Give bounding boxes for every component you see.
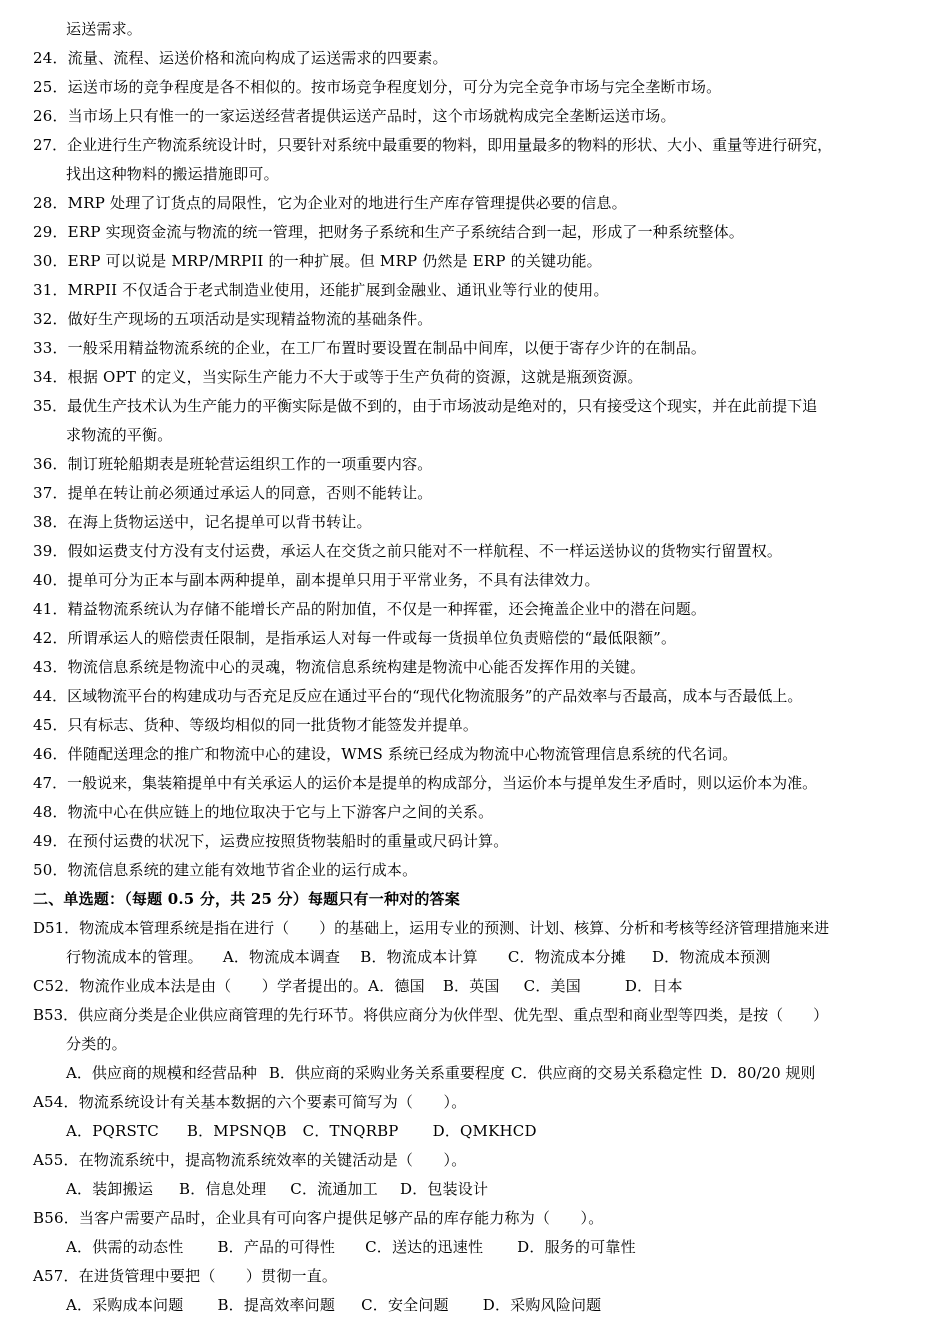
question-52 [33, 976, 683, 996]
q52-option-c: C．美国 [523, 977, 581, 995]
q56-option-d: D．服务的可靠性 [517, 1238, 636, 1256]
statement-47: 47．一般说来，集装箱提单中有关承运人的运价本是提单的构成部分，当运价本与提单发生矛盾时，则以运价本为准。 [33, 774, 818, 792]
q54-option-d: D．QMKHCD [432, 1122, 537, 1140]
q56-options [66, 1237, 636, 1257]
q56-option-a: A．供需的动态性 [66, 1238, 184, 1256]
statement-27-cont: 找出这种物料的搬运措施即可。 [66, 165, 279, 183]
question-53: B53．供应商分类是企业供应商管理的先行环节。将供应商分为伙伴型、优先型、重点型和商业型等四类，是按（ ） [33, 1006, 829, 1024]
question-56: B56．当客户需要产品时，企业具有可向客户提供足够产品的库存能力称为（ ）。 [33, 1209, 604, 1227]
q55-option-c: C．流通加工 [290, 1180, 378, 1198]
statement-25: 25．运送市场的竞争程度是各不相似的。按市场竞争程度划分，可分为完全竞争市场与完全垄断市场。 [33, 78, 722, 96]
q54-options [66, 1121, 537, 1141]
statement-36: 36．制订班轮船期表是班轮营运组织工作的一项重要内容。 [33, 455, 433, 473]
statement-32: 32．做好生产现场的五项活动是实现精益物流的基础条件。 [33, 310, 433, 328]
statement-46: 46．伴随配送理念的推广和物流中心的建设，WMS 系统已经成为物流中心物流管理信息系统的代名词。 [33, 745, 738, 763]
q53-options [66, 1063, 815, 1083]
statement-42: 42．所谓承运人的赔偿责任限制，是指承运人对每一件或每一货损单位负责赔偿的“最低限额”。 [33, 629, 677, 647]
statement-45: 45．只有标志、货种、等级均相似的同一批货物才能签发并提单。 [33, 716, 479, 734]
statement-34: 34．根据 OPT 的定义，当实际生产能力不大于或等于生产负荷的资源，这就是瓶颈资源。 [33, 368, 643, 386]
q55-option-b: B．信息处理 [179, 1180, 267, 1198]
statement-35: 35．最优生产技术认为生产能力的平衡实际是做不到的，由于市场波动是绝对的，只有接受这个现实，并在此前提下追 [33, 397, 818, 415]
q52-option-d: D．日本 [624, 977, 683, 995]
text-line-23-cont: 运送需求。 [66, 20, 143, 38]
q57-option-d: D．采购风险问题 [482, 1296, 602, 1314]
question-53-cont: 分类的。 [66, 1035, 127, 1053]
question-51-cont [66, 947, 771, 967]
statement-39: 39．假如运费支付方没有支付运费，承运人在交货之前只能对不一样航程、不一样运送协议的货物实行留置权。 [33, 542, 783, 560]
statement-48: 48．物流中心在供应链上的地位取决于它与上下游客户之间的关系。 [33, 803, 494, 821]
q56-option-c: C．送达的迅速性 [365, 1238, 484, 1256]
statement-40: 40．提单可分为正本与副本两种提单，副本提单只用于平常业务，不具有法律效力。 [33, 571, 600, 589]
section-heading-single-choice: 二、单选题：（每题 0.5 分，共 25 分）每题只有一种对的答案 [33, 890, 460, 908]
q55-option-a: A．装卸搬运 [66, 1180, 154, 1198]
q53-option-b: B．供应商的采购业务关系重要程度 [268, 1064, 505, 1082]
statement-38: 38．在海上货物运送中，记名提单可以背书转让。 [33, 513, 372, 531]
statement-37: 37．提单在转让前必须通过承运人的同意，否则不能转让。 [33, 484, 433, 502]
q52-option-b: B．英国 [442, 977, 500, 995]
statement-29: 29．ERP 实现资金流与物流的统一管理，把财务子系统和生产子系统结合到一起，形成了一种系统整体。 [33, 223, 744, 241]
statement-27: 27．企业进行生产物流系统设计时，只要针对系统中最重要的物料，即用量最多的物料的形状、大小、重量等进行研究， [33, 136, 833, 154]
question-51-cont-text: 行物流成本的管理。 [66, 948, 203, 966]
question-57: A57．在进货管理中要把（ ）贯彻一直。 [33, 1267, 338, 1285]
q57-option-c: C．安全问题 [361, 1296, 449, 1314]
question-51: D51．物流成本管理系统是指在进行（ ）的基础上，运用专业的预测、计划、核算、分析和考核等经济管理措施来进 [33, 919, 830, 937]
q55-options [66, 1179, 488, 1199]
q54-option-c: C．TNQRBP [302, 1122, 399, 1140]
q53-option-a: A．供应商的规模和经营品种 [66, 1064, 257, 1082]
q52-option-a: A．德国 [368, 977, 425, 995]
statement-35-cont: 求物流的平衡。 [66, 426, 173, 444]
statement-33: 33．一般采用精益物流系统的企业，在工厂布置时要设置在制品中间库，以便于寄存少许的在制品。 [33, 339, 707, 357]
q53-option-c: C．供应商的交易关系稳定性 [510, 1064, 703, 1082]
statement-50: 50．物流信息系统的建立能有效地节省企业的运行成本。 [33, 861, 418, 879]
q57-option-a: A．采购成本问题 [66, 1296, 184, 1314]
q57-option-b: B．提高效率问题 [217, 1296, 336, 1314]
question-54: A54．物流系统设计有关基本数据的六个要素可简写为（ ）。 [33, 1093, 467, 1111]
q53-option-d: D．80/20 规则 [710, 1064, 816, 1082]
statement-49: 49．在预付运费的状况下，运费应按照货物装船时的重量或尺码计算。 [33, 832, 509, 850]
question-55: A55．在物流系统中，提高物流系统效率的关键活动是（ ）。 [33, 1151, 467, 1169]
q51-option-d: D．物流成本预测 [651, 948, 771, 966]
statement-43: 43．物流信息系统是物流中心的灵魂，物流信息系统构建是物流中心能否发挥作用的关键。 [33, 658, 646, 676]
question-52-text: C52．物流作业成本法是由（ ）学者提出的。 [33, 977, 369, 995]
q56-option-b: B．产品的可得性 [217, 1238, 336, 1256]
statement-41: 41．精益物流系统认为存储不能增长产品的附加值，不仅是一种挥霍，还会掩盖企业中的潜在问题。 [33, 600, 707, 618]
q54-option-b: B．MPSNQB [186, 1122, 287, 1140]
q51-option-a: A．物流成本调查 [222, 948, 341, 966]
statement-30: 30．ERP 可以说是 MRP/MRPII 的一种扩展。但 MRP 仍然是 ERP 的关键功能。 [33, 252, 602, 270]
statement-24: 24．流量、流程、运送价格和流向构成了运送需求的四要素。 [33, 49, 448, 67]
statement-31: 31．MRPII 不仅适合于老式制造业使用，还能扩展到金融业、通讯业等行业的使用。 [33, 281, 609, 299]
q51-option-c: C．物流成本分摊 [507, 948, 626, 966]
q51-option-b: B．物流成本计算 [360, 948, 478, 966]
q54-option-a: A．PQRSTC [66, 1122, 159, 1140]
statement-26: 26．当市场上只有惟一的一家运送经营者提供运送产品时，这个市场就构成完全垄断运送市场。 [33, 107, 676, 125]
statement-28: 28．MRP 处理了订货点的局限性，它为企业对的地进行生产库存管理提供必要的信息。 [33, 194, 627, 212]
q55-option-d: D．包装设计 [399, 1180, 489, 1198]
statement-44: 44．区域物流平台的构建成功与否充足反应在通过平台的“现代化物流服务”的产品效率与否最高，成本与否最低上。 [33, 687, 803, 705]
q57-options [66, 1295, 601, 1315]
